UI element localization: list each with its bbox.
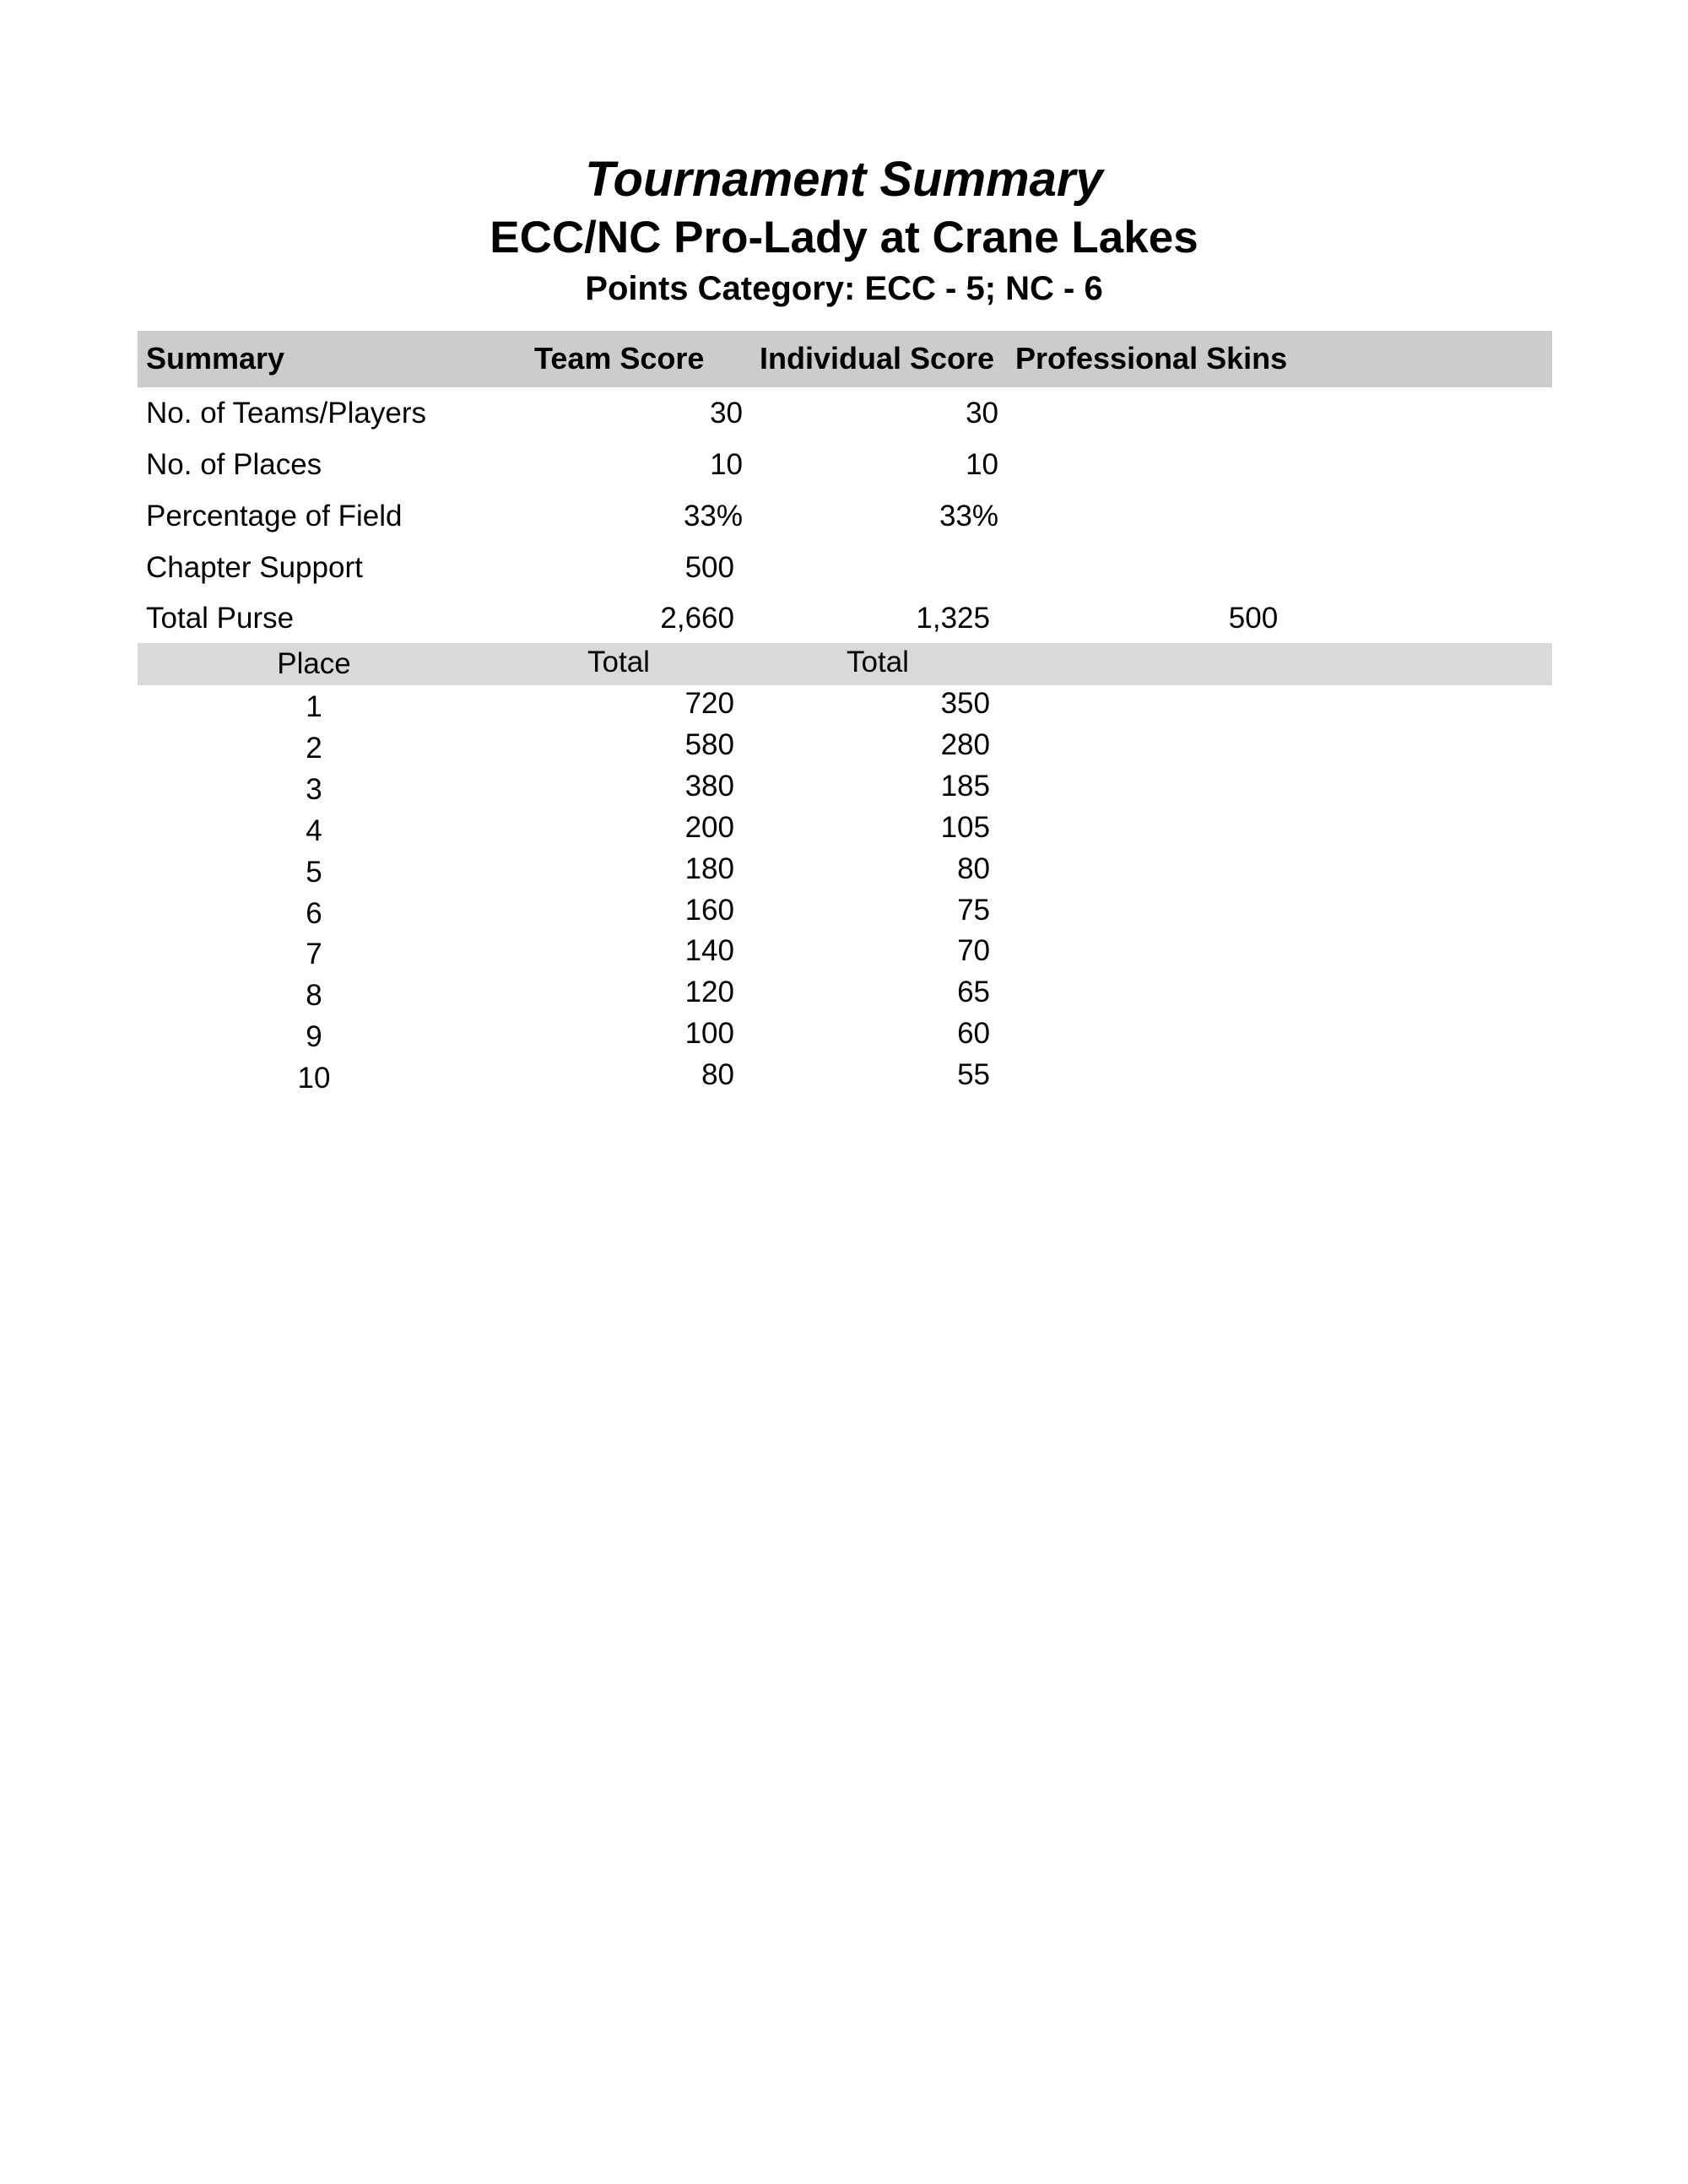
payout-row-place: 1 (306, 690, 322, 723)
payout-row-team-total: 380 (684, 769, 734, 803)
individual-score-column-header: Individual Score (760, 341, 995, 376)
payout-row-team-total: 200 (684, 810, 734, 844)
summary-row-label: No. of Teams/Players (146, 397, 426, 430)
payout-row-individual-total: 80 (957, 851, 990, 885)
payout-row-place: 3 (306, 772, 322, 806)
payout-row-place: 9 (306, 1020, 322, 1054)
points-category: Points Category: ECC - 5; NC - 6 (585, 270, 1103, 307)
payout-row-place: 10 (297, 1062, 331, 1095)
payout-row-team-total: 100 (684, 1017, 734, 1051)
summary-row-individual-value: 1,325 (916, 602, 990, 635)
payout-row-team-total: 120 (684, 976, 734, 1009)
summary-row-team-value: 30 (710, 397, 743, 430)
payout-row-individual-total: 60 (957, 1017, 990, 1051)
page-title: Tournament Summary (585, 152, 1103, 207)
payout-row-individual-total: 75 (957, 893, 990, 927)
team-score-column-header: Team Score (534, 341, 705, 376)
payout-row-individual-total: 65 (957, 976, 990, 1009)
summary-row-label: Chapter Support (146, 551, 363, 584)
payout-row-place: 6 (306, 896, 322, 930)
payout-row-team-total: 580 (684, 727, 734, 761)
payout-row-team-total: 160 (684, 893, 734, 927)
payout-row-team-total: 180 (684, 851, 734, 885)
payout-row-team-total: 140 (684, 934, 734, 968)
payout-row-individual-total: 185 (940, 769, 990, 803)
payout-row-individual-total: 350 (940, 687, 990, 720)
team-total-column-header: Total (587, 646, 650, 678)
summary-row-team-value: 10 (710, 448, 743, 481)
payout-row-individual-total: 70 (957, 934, 990, 968)
summary-row-label: Total Purse (146, 602, 295, 635)
professional-skins-column-header: Professional Skins (1015, 341, 1288, 376)
payout-row-place: 7 (306, 938, 322, 971)
payout-row-place: 4 (306, 814, 322, 847)
event-name: ECC/NC Pro-Lady at Crane Lakes (490, 213, 1198, 262)
place-column-header: Place (277, 647, 351, 680)
summary-row-team-value: 2,660 (660, 602, 734, 635)
payout-row-place: 5 (306, 855, 322, 889)
payout-row-individual-total: 280 (940, 727, 990, 761)
summary-row-team-value: 500 (684, 551, 734, 584)
payout-row-individual-total: 55 (957, 1058, 990, 1092)
individual-total-column-header: Total (847, 646, 909, 678)
summary-column-header: Summary (146, 341, 285, 376)
summary-row-skins-value: 500 (1228, 602, 1279, 635)
payout-row-place: 8 (306, 979, 322, 1013)
payout-row-individual-total: 105 (940, 810, 990, 844)
summary-row-label: Percentage of Field (146, 500, 403, 532)
payout-row-place: 2 (306, 731, 322, 765)
summary-row-individual-value: 33% (939, 500, 998, 532)
payout-row-team-total: 80 (701, 1058, 734, 1092)
payout-row-team-total: 720 (684, 687, 734, 720)
summary-row-individual-value: 30 (966, 397, 998, 430)
summary-row-individual-value: 10 (966, 448, 998, 481)
summary-row-label: No. of Places (146, 448, 322, 481)
summary-row-team-value: 33% (683, 500, 743, 532)
